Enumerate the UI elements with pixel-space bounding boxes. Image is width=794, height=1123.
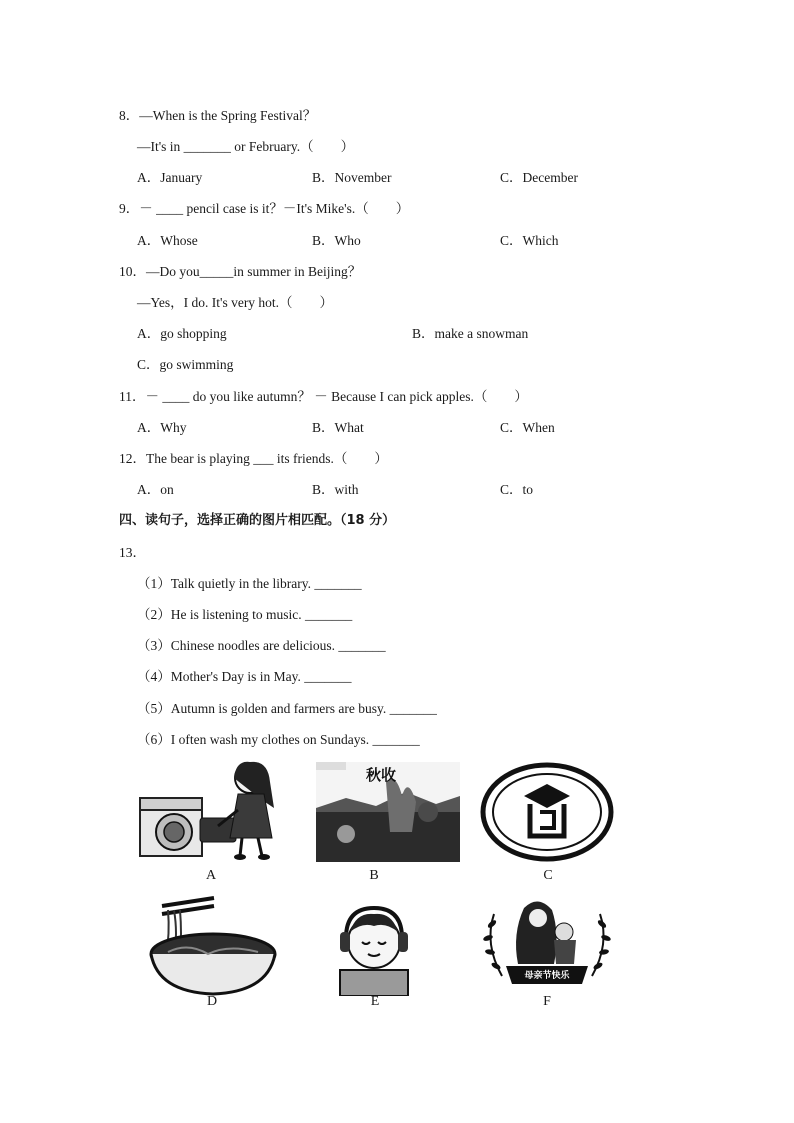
match-sentence-2: （2）He is listening to music. _______ — [137, 607, 353, 622]
picture-b-autumn-harvest — [316, 762, 460, 862]
q8-reply: —It's in _______ or February.（ ） — [137, 139, 355, 154]
q9-stem: 9．－ ____ pencil case is it？－It's Mike's.（ ） — [119, 201, 410, 216]
section-heading: 四、读句子，选择正确的图片相匹配。（18 分） — [119, 513, 396, 528]
match-sentence-6: （6）I often wash my clothes on Sundays. _______ — [137, 732, 420, 747]
q12-option-c: C．to — [500, 482, 534, 497]
q11-option-c: C．When — [500, 420, 555, 435]
picture-a-washing-clothes — [138, 760, 283, 862]
picture-label-c: C — [543, 868, 553, 883]
match-sentence-1: （1）Talk quietly in the library. _______ — [137, 576, 362, 591]
picture-label-d: D — [206, 994, 218, 1009]
q8-option-b: B．November — [312, 170, 392, 185]
q11-stem: 11．－ ____ do you like autumn？ － Because I can pick apples.（ ） — [119, 389, 528, 404]
q10-option-b: B．make a snowman — [412, 326, 529, 341]
q11-option-b: B．What — [312, 420, 364, 435]
q9-option-c: C．Which — [500, 233, 559, 248]
q12-stem: 12．The bear is playing ___ its friends.（ ） — [119, 451, 388, 466]
q10-option-a: A．go shopping — [137, 326, 227, 341]
q12-option-a: A．on — [137, 482, 174, 497]
picture-c-library-logo — [480, 762, 614, 862]
q8-stem: 8．—When is the Spring Festival？ — [119, 108, 317, 123]
q10-reply: —Yes，I do. It's very hot.（ ） — [137, 295, 334, 310]
mothers-day-banner-text: 母亲节快乐 — [524, 971, 570, 981]
q8-option-a: A．January — [137, 170, 203, 185]
picture-f-mothers-day — [478, 894, 616, 996]
harvest-sign-text: 秋收 — [366, 766, 397, 784]
q8-option-c: C．December — [500, 170, 578, 185]
q9-option-b: B．Who — [312, 233, 361, 248]
match-sentence-4: （4）Mother's Day is in May. _______ — [137, 669, 352, 684]
picture-d-noodles — [148, 894, 278, 996]
picture-label-e: E — [370, 994, 380, 1009]
match-sentence-3: （3）Chinese noodles are delicious. _______ — [137, 638, 386, 653]
q10-stem: 10．—Do you_____in summer in Beijing？ — [119, 264, 362, 279]
picture-label-f: F — [543, 994, 551, 1009]
q10-option-c: C．go swimming — [137, 357, 234, 372]
picture-label-b: B — [369, 868, 379, 883]
q9-option-a: A．Whose — [137, 233, 198, 248]
picture-label-a: A — [205, 868, 217, 883]
q11-option-a: A．Why — [137, 420, 187, 435]
q13-number: 13． — [119, 545, 146, 560]
match-sentence-5: （5）Autumn is golden and farmers are busy. _______ — [137, 701, 437, 716]
picture-e-listening-music — [326, 902, 422, 996]
q12-option-b: B．with — [312, 482, 359, 497]
